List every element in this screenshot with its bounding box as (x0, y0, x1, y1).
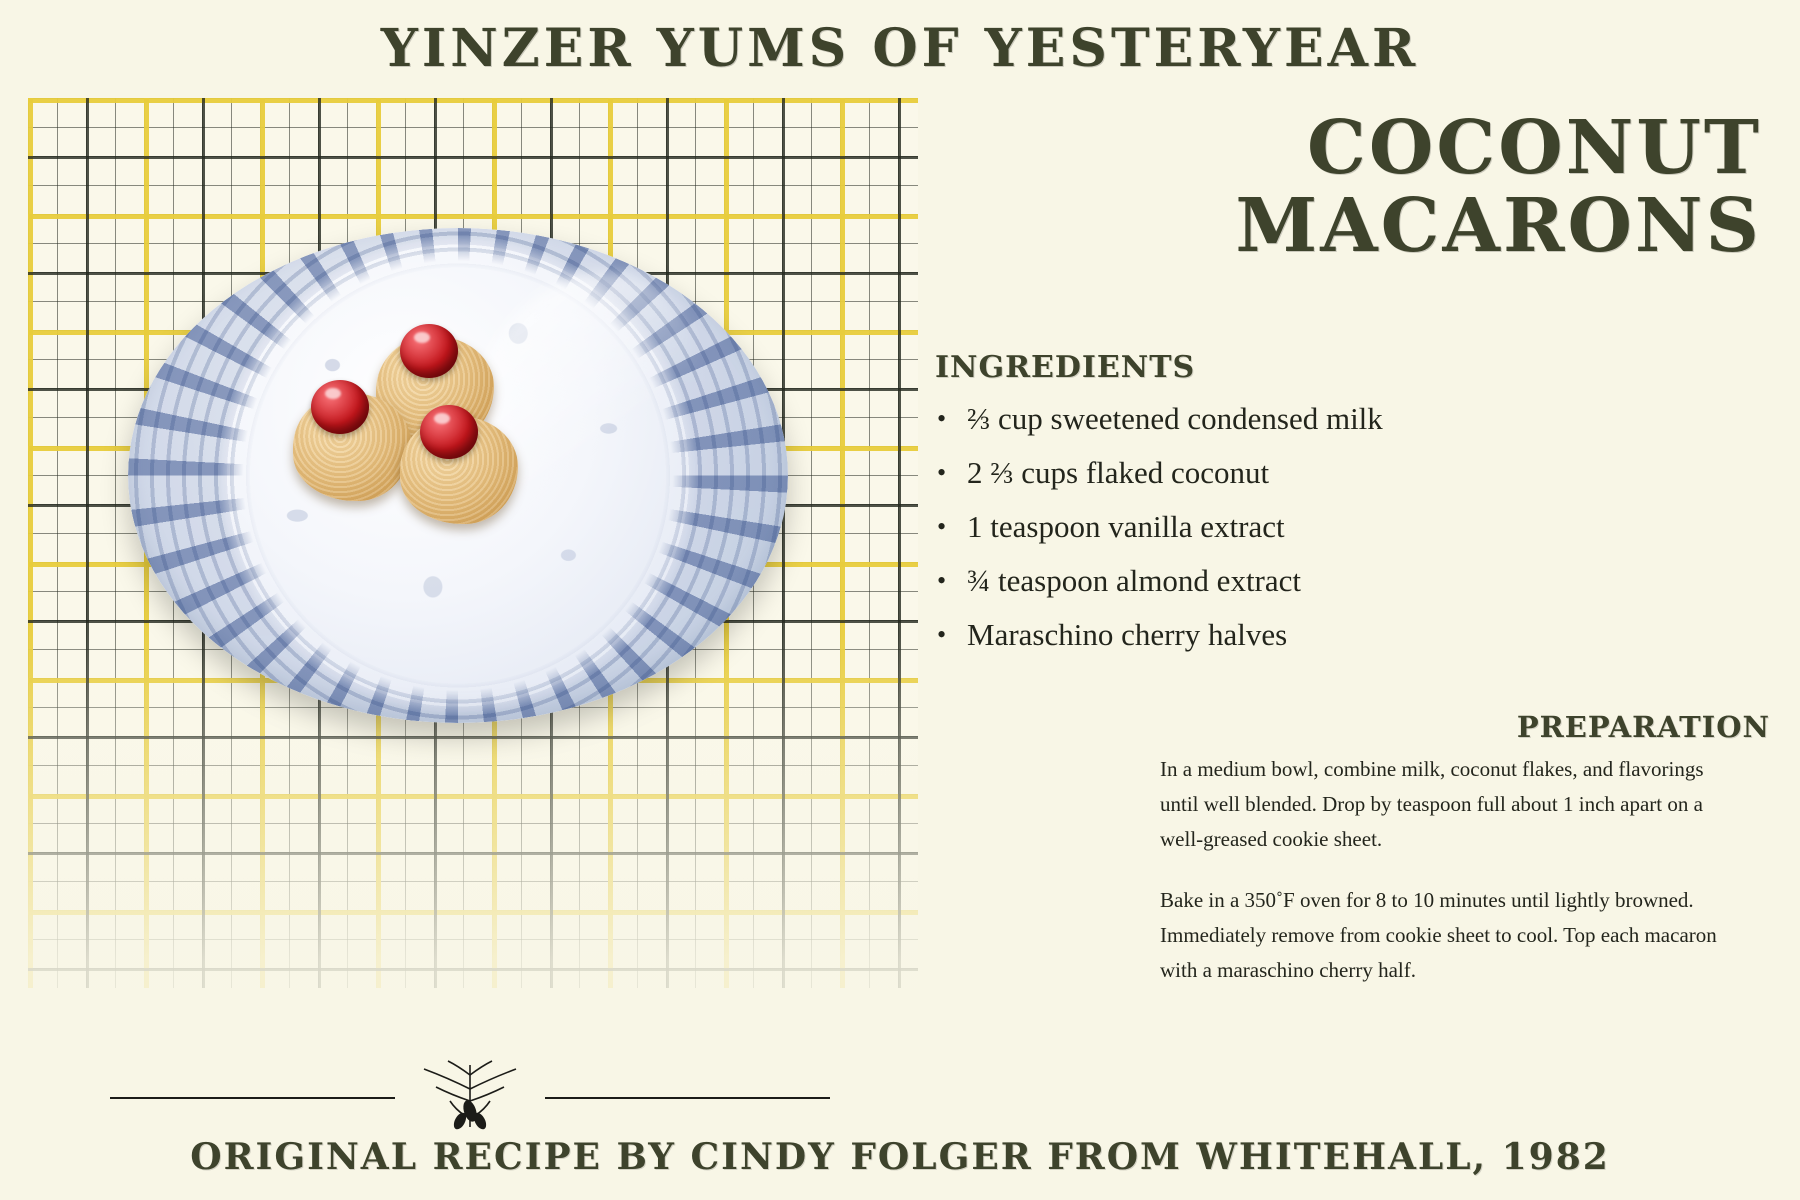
recipe-photo (128, 228, 788, 728)
ingredients-list (935, 392, 1787, 662)
preparation-heading: PREPARATION (1516, 710, 1770, 744)
page-title: YINZER YUMS OF YESTERYEAR (380, 18, 1420, 79)
preparation-body (1160, 752, 1720, 1014)
ingredient-item: • ¾ teaspoon almond extract (967, 554, 1787, 608)
leaf-sprig-icon (390, 1055, 550, 1135)
footer-credit: ORIGINAL RECIPE BY CINDY FOLGER FROM WHITEHALL, 1982 (190, 1136, 1610, 1178)
china-plate (128, 228, 788, 723)
maraschino-cherry (420, 405, 478, 459)
divider-rule-left (110, 1097, 395, 1099)
ingredient-item: • 2 ⅔ cups flaked coconut (967, 446, 1787, 500)
divider-rule-right (545, 1097, 830, 1099)
divider-ornament (100, 1055, 840, 1135)
recipe-title-line-2: MACARONS (1235, 182, 1762, 269)
recipe-title-line-1: COCONUT (1307, 105, 1762, 191)
ingredients-heading: INGREDIENTS (935, 350, 1196, 385)
ingredient-item: • 1 teaspoon vanilla extract (967, 500, 1787, 554)
preparation-paragraph: Bake in a 350˚F oven for 8 to 10 minutes until lightly browned. Immediately remove from cookie sheet to cool. Top each macaron with a maraschino cherry half. (1160, 888, 1717, 982)
maraschino-cherry (400, 324, 458, 378)
recipe-title (862, 105, 1762, 269)
ingredient-item: • Maraschino cherry halves (967, 608, 1787, 662)
ingredient-item: • ⅔ cup sweetened condensed milk (967, 392, 1787, 446)
preparation-paragraph: In a medium bowl, combine milk, coconut flakes, and flavorings until well blended. Drop by teaspoon full about 1 inch apart on a well-greased cookie sheet. (1160, 757, 1704, 851)
maraschino-cherry (311, 380, 369, 434)
